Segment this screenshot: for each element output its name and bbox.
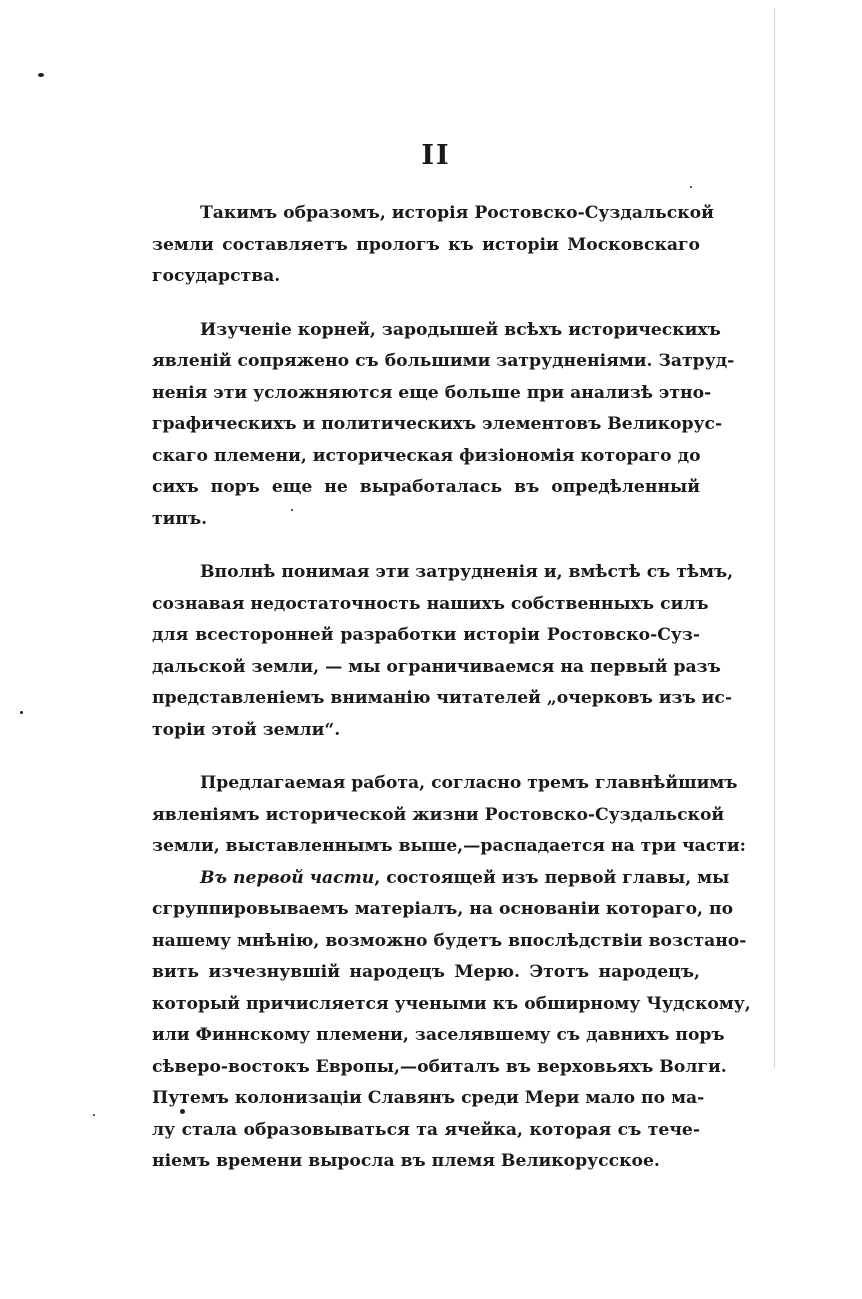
text-line: Изученіе корней, зародышей всѣхъ историческихъ [200, 319, 721, 340]
text-line: графическихъ и политическихъ элементовъ Великорус- [152, 414, 723, 434]
paragraph-4 [152, 768, 747, 863]
text-line: сихъ поръ еще не выработалась въ опредѣленный [152, 477, 700, 497]
paragraph-2 [152, 315, 735, 536]
text-line: ніемъ времени выросла въ племя Великорусское. [152, 1151, 660, 1171]
text-fragment: , состоящей изъ первой главы, мы [374, 867, 730, 888]
text-line: Вполнѣ понимая эти затрудненія и, вмѣстѣ съ тѣмъ, [200, 562, 734, 582]
ink-speck [93, 1114, 95, 1116]
ink-speck [20, 711, 23, 714]
text-line: явленіямъ исторической жизни Ростовско-Суздальской [152, 804, 725, 825]
text-line: который причисляется учеными къ обширному Чудскому, [152, 993, 751, 1014]
text-line: Путемъ колонизаціи Славянъ среди Мери мало по ма- [152, 1088, 705, 1108]
text-line: типъ. [152, 508, 208, 529]
text-column [152, 198, 751, 1178]
paragraph-1 [152, 198, 714, 293]
paragraph-5 [152, 863, 751, 1178]
text-line: торіи этой земли“. [152, 719, 341, 740]
text-line: или Финнскому племени, заселявшему съ давнихъ поръ [152, 1025, 725, 1045]
text-line: государства. [152, 266, 281, 286]
paragraph-3 [152, 557, 734, 746]
text-line: лу стала образовываться та ячейка, которая съ тече- [152, 1119, 700, 1140]
text-line: явленій сопряжено съ большими затрудненіями. Затруд- [152, 351, 735, 371]
text-line: Такимъ образомъ, исторія Ростовско-Суздальской [200, 203, 714, 223]
text-line: ненія эти усложняются еще больше при анализѣ этно- [152, 382, 712, 403]
text-line: Предлагаемая работа, согласно тремъ главнѣйшимъ [200, 773, 738, 793]
text-line: для всесторонней разработки исторіи Ростовско-Суз- [152, 625, 700, 645]
text-line: сѣверо-востокъ Европы,—обиталъ въ верховьяхъ Волги. [152, 1056, 727, 1077]
text-line: представленіемъ вниманію читателей „очерковъ изъ ис- [152, 688, 733, 708]
page-number: II [421, 140, 451, 171]
text-line-first [152, 863, 730, 895]
text-line: сгруппировываемъ матеріалъ, на основаніи котораго, по [152, 899, 734, 919]
text-line: скаго племени, историческая физіономія котораго до [152, 445, 701, 466]
text-line: нашему мнѣнію, возможно будетъ впослѣдствіи возстано- [152, 930, 747, 951]
text-line: земли составляетъ прологъ къ исторіи Московскаго [152, 234, 700, 255]
ink-speck [690, 186, 692, 188]
text-line: дальской земли, — мы ограничиваемся на первый разъ [152, 656, 721, 677]
italic-emphasis: Въ первой части [200, 867, 375, 888]
ink-speck [38, 73, 44, 77]
text-line: вить изчезнувшій народецъ Мерю. Этотъ народецъ, [152, 962, 700, 982]
text-line: сознавая недостаточность нашихъ собственныхъ силъ [152, 593, 709, 614]
text-line: земли, выставленнымъ выше,—распадается на три части: [152, 836, 747, 856]
